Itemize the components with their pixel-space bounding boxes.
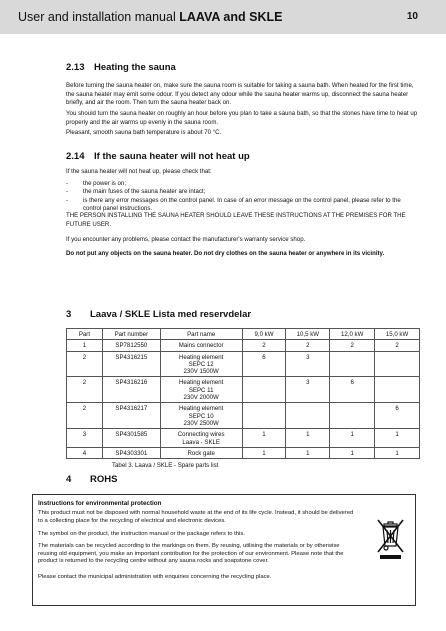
- column-header: 10,5 kW: [286, 329, 330, 340]
- safety-warning: Do not put any objects on the sauna heater. Do not dry clothes on the sauna heater or anywhere in its vicinity.: [66, 250, 385, 257]
- table-cell: 2: [67, 377, 103, 403]
- column-header: Part name: [160, 329, 242, 340]
- table-cell: SP4316216: [102, 377, 160, 403]
- table-cell: 1: [286, 429, 330, 448]
- table-row: [67, 377, 420, 403]
- table-cell: 2: [242, 340, 286, 351]
- list-item: - the power is on;: [66, 180, 127, 187]
- column-header: Part: [67, 329, 103, 340]
- table-cell: SP4301585: [102, 429, 160, 448]
- page-number: 10: [406, 11, 418, 22]
- spare-parts-table-body: [67, 340, 420, 459]
- table-cell: 4: [67, 447, 103, 458]
- table-cell: 1: [67, 340, 103, 351]
- troubleshooting-checklist: [66, 180, 420, 213]
- table-row: [67, 429, 420, 448]
- section-heading-rohs: 4 ROHS: [66, 474, 118, 485]
- section-heading-spare-parts: 3 Laava / SKLE Lista med reservdelar: [66, 309, 252, 320]
- table-caption: Tabel 3. Laava / SKLE - Spare parts list: [112, 462, 219, 469]
- heating-paragraph-2: You should turn the sauna heater on roughly an hour before you plan to take a sauna bath, so that the stones have time to heat up properly and the air warms up evenly in the sauna room.: [66, 110, 418, 126]
- table-cell: 2: [330, 340, 375, 351]
- column-header: 9,0 kW: [242, 329, 286, 340]
- table-cell: 3: [67, 429, 103, 448]
- table-cell: 1: [286, 447, 330, 458]
- contact-paragraph: If you encounter any problems, please contact the manufacturer's warranty service shop.: [66, 236, 306, 243]
- table-cell: Heating element SEPC 10 230V 2500W: [160, 403, 242, 429]
- environmental-paragraph-3: The materials can be recycled according to the markings on them. By reusing, utilising the materials or by otherwise reusing old equipment, you make an important contribution for the protection of our environment. Please note that the product is returned to the recycling centre without any sauna rocks and soapstone cover.: [38, 543, 344, 565]
- table-cell: Connecting wires Laava - SKLE: [160, 429, 242, 448]
- section-heading-troubleshooting: 2.14 If the sauna heater will not heat up: [66, 151, 250, 162]
- column-header: 15,0 kW: [375, 329, 420, 340]
- table-cell: [286, 403, 330, 429]
- table-cell: 6: [330, 377, 375, 403]
- table-cell: Heating element SEPC 11 230V 2000W: [160, 377, 242, 403]
- table-cell: 3: [286, 351, 330, 377]
- table-cell: [375, 351, 420, 377]
- manual-title: User and installation manual LAAVA and SKLE: [18, 10, 283, 24]
- table-cell: [242, 377, 286, 403]
- troubleshooting-intro: If the sauna heater will not heat up, please check that:: [66, 168, 212, 175]
- table-cell: 1: [375, 429, 420, 448]
- table-cell: 1: [242, 447, 286, 458]
- table-row: [67, 447, 420, 458]
- table-cell: Heating element SEPC 12 230V 1500W: [160, 351, 242, 377]
- crossed-out-wheelie-bin-icon: [374, 516, 406, 560]
- environmental-paragraph-4: Please contact the municipal administration with enquiries concerning the recycling place.: [38, 574, 272, 580]
- table-cell: 1: [375, 447, 420, 458]
- table-cell: [330, 403, 375, 429]
- table-cell: SP4316217: [102, 403, 160, 429]
- list-item: - the main fuses of the sauna heater are intact;: [66, 188, 206, 196]
- environmental-box-title: Instructions for environmental protection: [38, 500, 162, 507]
- list-item: - is there any error messages on the control panel. In case of an error message on the control panel, please refer to the control panel instructions.: [66, 196, 401, 212]
- environmental-protection-box: [32, 494, 416, 606]
- table-cell: SP4316215: [102, 351, 160, 377]
- table-cell: SP7812550: [102, 340, 160, 351]
- table-row: [67, 403, 420, 429]
- table-cell: [242, 403, 286, 429]
- heating-paragraph-3: Pleasant, smooth sauna bath temperature is about 70 °C.: [66, 129, 222, 136]
- table-cell: [375, 377, 420, 403]
- table-cell: 2: [67, 351, 103, 377]
- table-cell: 1: [242, 429, 286, 448]
- column-header: 12,0 kW: [330, 329, 375, 340]
- table-cell: 2: [67, 403, 103, 429]
- heating-paragraph-1: Before turning the sauna heater on, make sure the sauna room is suitable for taking a sauna bath. When heated for the first time, the sauna heater may emit some odour. If you detect any odour while the sauna heater warms up, disconnect the sauna heater briefly, and air the room. Then turn the sauna heater back on.: [66, 82, 414, 107]
- table-cell: 3: [286, 377, 330, 403]
- table-cell: Mains connector: [160, 340, 242, 351]
- column-header: Part number: [102, 329, 160, 340]
- table-cell: Rock gate: [160, 447, 242, 458]
- table-row: [67, 340, 420, 351]
- product-name: LAAVA and SKLE: [179, 10, 283, 24]
- table-cell: 6: [375, 403, 420, 429]
- section-heading-heating: 2.13 Heating the sauna: [66, 62, 176, 73]
- table-cell: 1: [330, 429, 375, 448]
- table-cell: 2: [286, 340, 330, 351]
- table-row: [67, 351, 420, 377]
- table-header-row: [67, 329, 420, 340]
- environmental-paragraph-2: The symbol on the product, the instruction manual or the package refers to this.: [38, 531, 245, 537]
- spare-parts-table: [66, 328, 420, 459]
- table-cell: [330, 351, 375, 377]
- table-cell: 2: [375, 340, 420, 351]
- installer-notice: THE PERSON INSTALLING THE SAUNA HEATER SHOULD LEAVE THESE INSTRUCTIONS AT THE PREMISES FOR THE FUTURE USER.: [66, 212, 406, 228]
- page-header: [0, 0, 446, 34]
- environmental-paragraph-1: This product must not be disposed with normal household waste at the end of its life cycle. Instead, it should be delivered to a collecting place for the recycling of electrical and electronic devices.: [38, 510, 354, 524]
- table-cell: 1: [330, 447, 375, 458]
- table-cell: 6: [242, 351, 286, 377]
- table-cell: SP4303301: [102, 447, 160, 458]
